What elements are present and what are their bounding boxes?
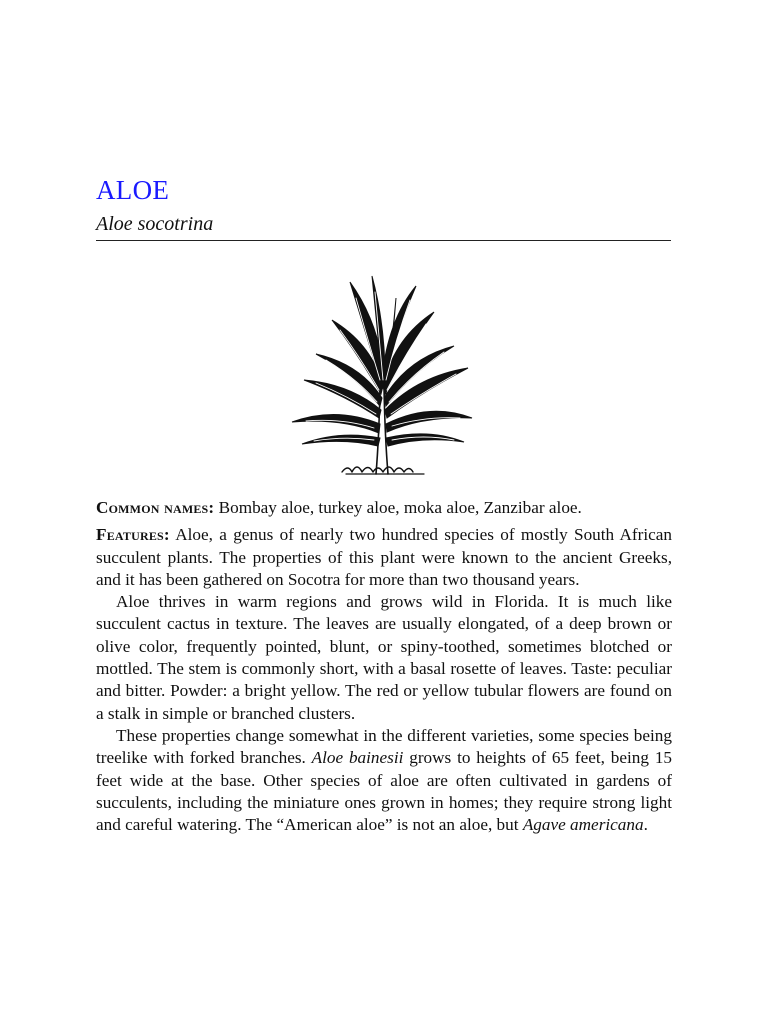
common-names-text: Bombay aloe, turkey aloe, moka aloe, Zanzibar aloe. [214, 498, 582, 517]
scientific-name: Aloe socotrina [96, 213, 214, 235]
varieties-text-c: . [643, 815, 648, 835]
habitat-paragraph: Aloe thrives in warm regions and grows wild in Florida. It is much like succulent cactus in texture. The leaves are usually elongated, of a deep brown or olive color, frequently pointed, blunt, or spiny-toothed, sometimes blotched or mottled. The stem is commonly short, with a basal rosette of leaves. Taste: peculiar and bitter. Powder: a bright yellow. The red or yellow tubular flowers are found on a stalk in simple or branched clusters. [96, 592, 672, 723]
features-paragraph [96, 524, 672, 591]
species-name-bainesii: Aloe bainesii [311, 748, 404, 768]
features-text: Aloe, a genus of nearly two hundred species of mostly South African succulent plants. The properties of this plant were known to the ancient Greeks, and it has been gathered on Socotra for more than two thousand years. [96, 525, 672, 589]
species-name-agave: Agave americana [522, 815, 644, 835]
features-label: Features: [96, 525, 170, 545]
common-names-paragraph [96, 497, 672, 519]
entry-body [96, 497, 672, 836]
title-divider [96, 240, 671, 241]
varieties-text-a: These properties change somewhat in the different varieties, some species being treelike with forked branches. [96, 725, 672, 768]
entry-title: ALOE [96, 175, 170, 205]
varieties-text-b: grows to heights of 65 feet, being 15 feet wide at the base. Other species of aloe are often cultivated in gardens of succulents, including the miniature ones grown in homes; they require strong light and careful watering. The “American aloe” is not an aloe, but [96, 748, 673, 835]
aloe-plant-icon [284, 268, 484, 480]
varieties-paragraph [96, 725, 672, 836]
common-names-label: Common names: [96, 498, 215, 517]
